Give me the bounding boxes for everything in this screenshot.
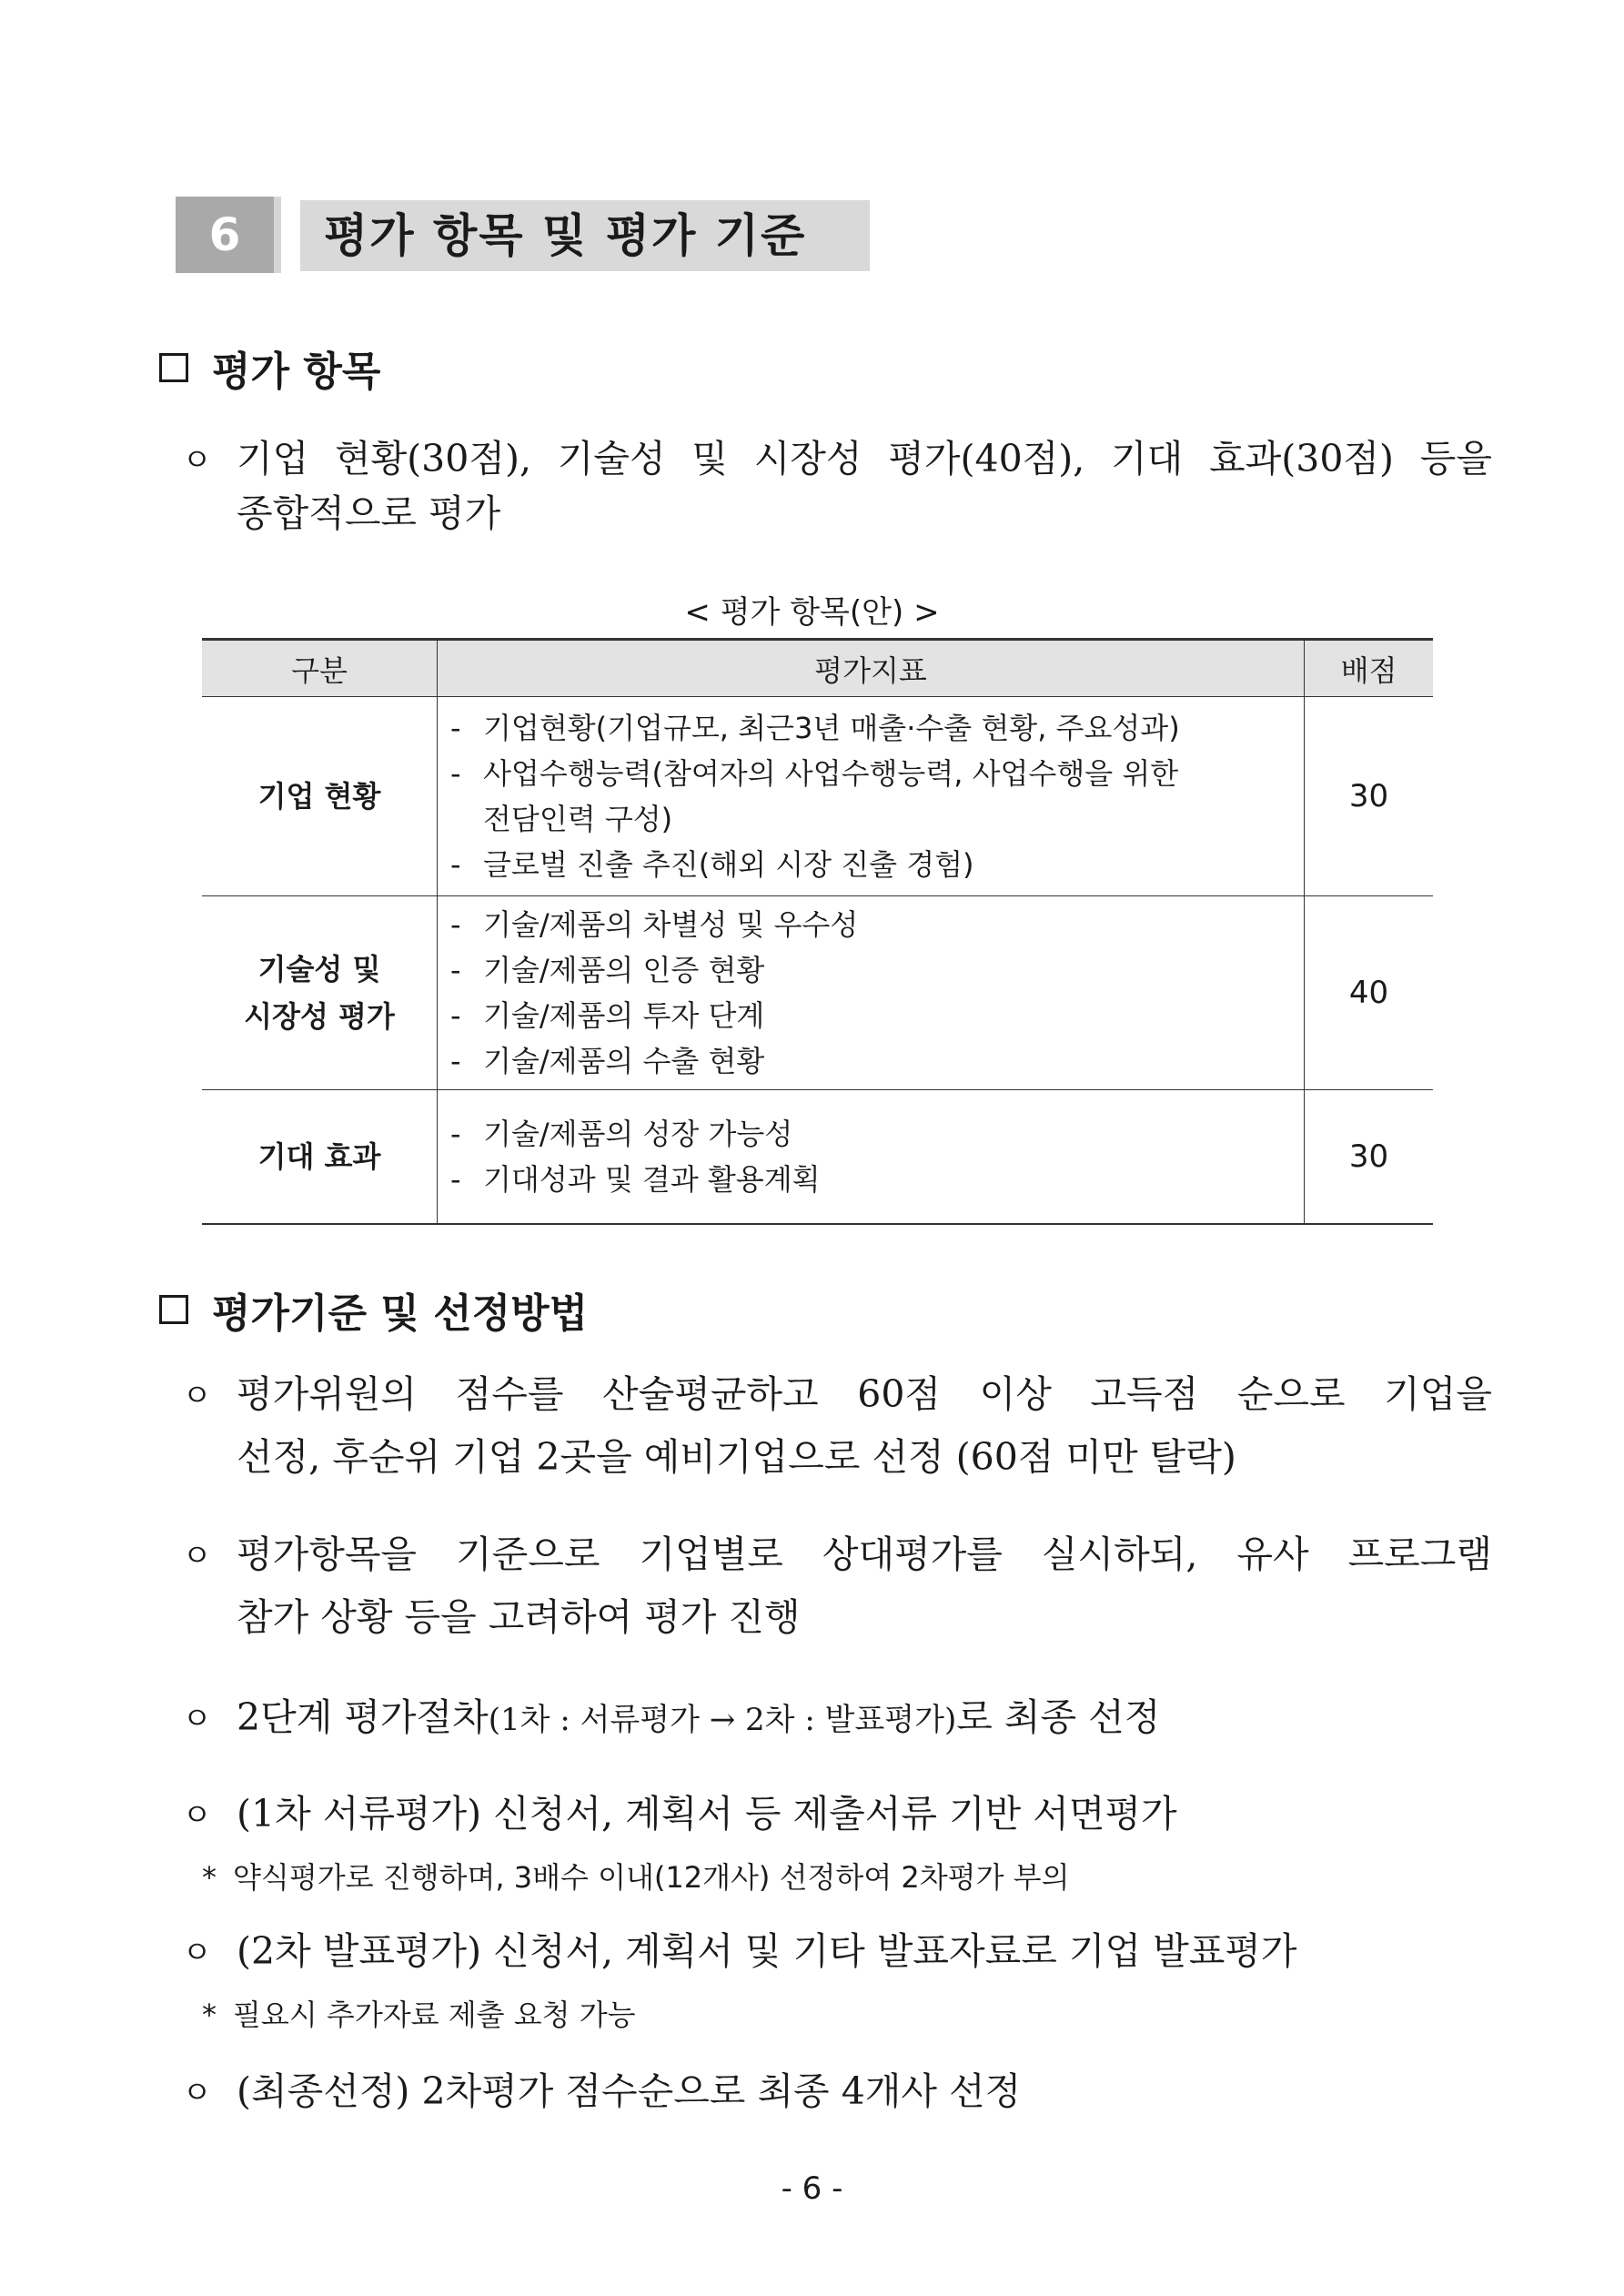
circle-bullet-icon: ㅇ — [182, 1538, 212, 1574]
header-indicator: 평가지표 — [438, 640, 1305, 697]
row-category — [202, 1090, 438, 1224]
indicator-line: - 기술/제품의 성장 가능성 — [450, 1116, 793, 1151]
indicator-line: - 사업수행능력(참여자의 사업수행능력, 사업수행을 위한 — [450, 756, 1179, 791]
header-score: 배점 — [1305, 640, 1434, 697]
table-header-row — [202, 640, 1433, 697]
row-score: 30 — [1305, 697, 1434, 896]
table-caption: < 평가 항목(안) > — [684, 594, 940, 631]
note-second-round — [202, 1992, 636, 2034]
indicator-line: - 기업현황(기업규모, 최근3년 매출·수출 현황, 주요성과) — [450, 711, 1180, 745]
category-line: 시장성 평가 — [244, 999, 395, 1034]
bullet-line: (최종선정) 2차평가 점수순으로 최종 4개사 선정 — [237, 2069, 1022, 2113]
checkbox-square-icon — [159, 353, 188, 382]
table-row — [202, 697, 1433, 896]
bullet-line: 2단계 평가절차(1차 : 서류평가 → 2차 : 발표평가)로 최종 선정 — [237, 1695, 1161, 1739]
indicator-line: - 글로벌 진출 추진(해외 시장 진출 경험) — [450, 847, 974, 882]
heading-criteria-selection — [159, 1280, 588, 1339]
row-score: 40 — [1305, 896, 1434, 1090]
category-line: 기술성 및 — [257, 952, 381, 986]
circle-bullet-icon: ㅇ — [182, 1935, 212, 1971]
section-number: 6 — [176, 197, 274, 273]
bullet-scoring-method — [182, 1367, 1492, 1492]
note-first-round — [202, 1855, 1070, 1896]
evaluation-table — [202, 638, 1433, 1225]
heading-text: 평가 항목 — [212, 349, 381, 395]
circle-bullet-icon: ㅇ — [182, 2075, 212, 2111]
heading-evaluation-items — [159, 339, 380, 397]
bullet-line: (2차 발표평가) 신청서, 계획서 및 기타 발표자료로 기업 발표평가 — [237, 1929, 1297, 1973]
indicator-line: - 기술/제품의 수출 현황 — [450, 1044, 765, 1078]
bullet-line-1: 기업 현황(30점), 기술성 및 시장성 평가(40점), 기대 효과(30점) 등을 — [237, 437, 1492, 480]
circle-bullet-icon: ㅇ — [182, 442, 212, 479]
table-row — [202, 896, 1433, 1090]
table-row — [202, 1090, 1433, 1224]
circle-bullet-icon: ㅇ — [182, 1701, 212, 1737]
row-indicators — [438, 896, 1305, 1090]
heading-text: 평가기준 및 선정방법 — [212, 1290, 589, 1337]
row-category — [202, 697, 438, 896]
page-number: - 6 - — [781, 2170, 843, 2207]
row-indicators — [438, 1090, 1305, 1224]
indicator-line: - 기술/제품의 차별성 및 우수성 — [450, 907, 859, 942]
bullet-line-2: 참가 상황 등을 고려하여 평가 진행 — [237, 1595, 801, 1639]
indicator-line: - 기술/제품의 투자 단계 — [450, 998, 765, 1033]
circle-bullet-icon: ㅇ — [182, 1797, 212, 1834]
bullet-line-2: 종합적으로 평가 — [237, 491, 501, 535]
bullet-relative-evaluation — [182, 1527, 1492, 1653]
asterisk-icon: * — [202, 1860, 217, 1895]
header-category: 구분 — [202, 640, 438, 697]
row-category — [202, 896, 438, 1090]
bullet-final-selection — [182, 2064, 1492, 2119]
row-indicators — [438, 697, 1305, 896]
note-text: 필요시 추가자료 제출 요청 가능 — [233, 1998, 636, 2032]
indicator-line: - 기대성과 및 결과 활용계획 — [450, 1161, 821, 1197]
bullet-line-1: 평가항목을 기준으로 기업별로 상대평가를 실시하되, 유사 프로그램 — [237, 1532, 1492, 1576]
bullet-line-1: 평가위원의 점수를 산술평균하고 60점 이상 고득점 순으로 기업을 — [237, 1372, 1492, 1416]
category-line: 기대 효과 — [257, 1138, 381, 1174]
indicator-line: - 기술/제품의 인증 현황 — [450, 953, 765, 987]
bullet-line: (1차 서류평가) 신청서, 계획서 등 제출서류 기반 서면평가 — [237, 1792, 1177, 1836]
bullet-evaluation-summary — [182, 431, 1492, 541]
section-title: 평가 항목 및 평가 기준 — [300, 200, 870, 271]
bullet-second-round — [182, 1924, 1492, 1978]
indicator-line: 전담인력 구성) — [483, 802, 673, 836]
asterisk-icon: * — [202, 1998, 217, 2032]
row-score: 30 — [1305, 1090, 1434, 1224]
checkbox-square-icon — [159, 1295, 188, 1324]
bullet-first-round — [182, 1786, 1492, 1841]
note-text: 약식평가로 진행하며, 3배수 이내(12개사) 선정하여 2차평가 부의 — [233, 1860, 1070, 1895]
bullet-two-stage-process — [182, 1690, 1492, 1747]
bullet-line-2: 선정, 후순위 기업 2곳을 예비기업으로 선정 (60점 미만 탈락) — [237, 1435, 1236, 1479]
circle-bullet-icon: ㅇ — [182, 1378, 212, 1414]
category-line: 기업 현황 — [257, 779, 381, 814]
section-number-shadow — [274, 197, 281, 273]
